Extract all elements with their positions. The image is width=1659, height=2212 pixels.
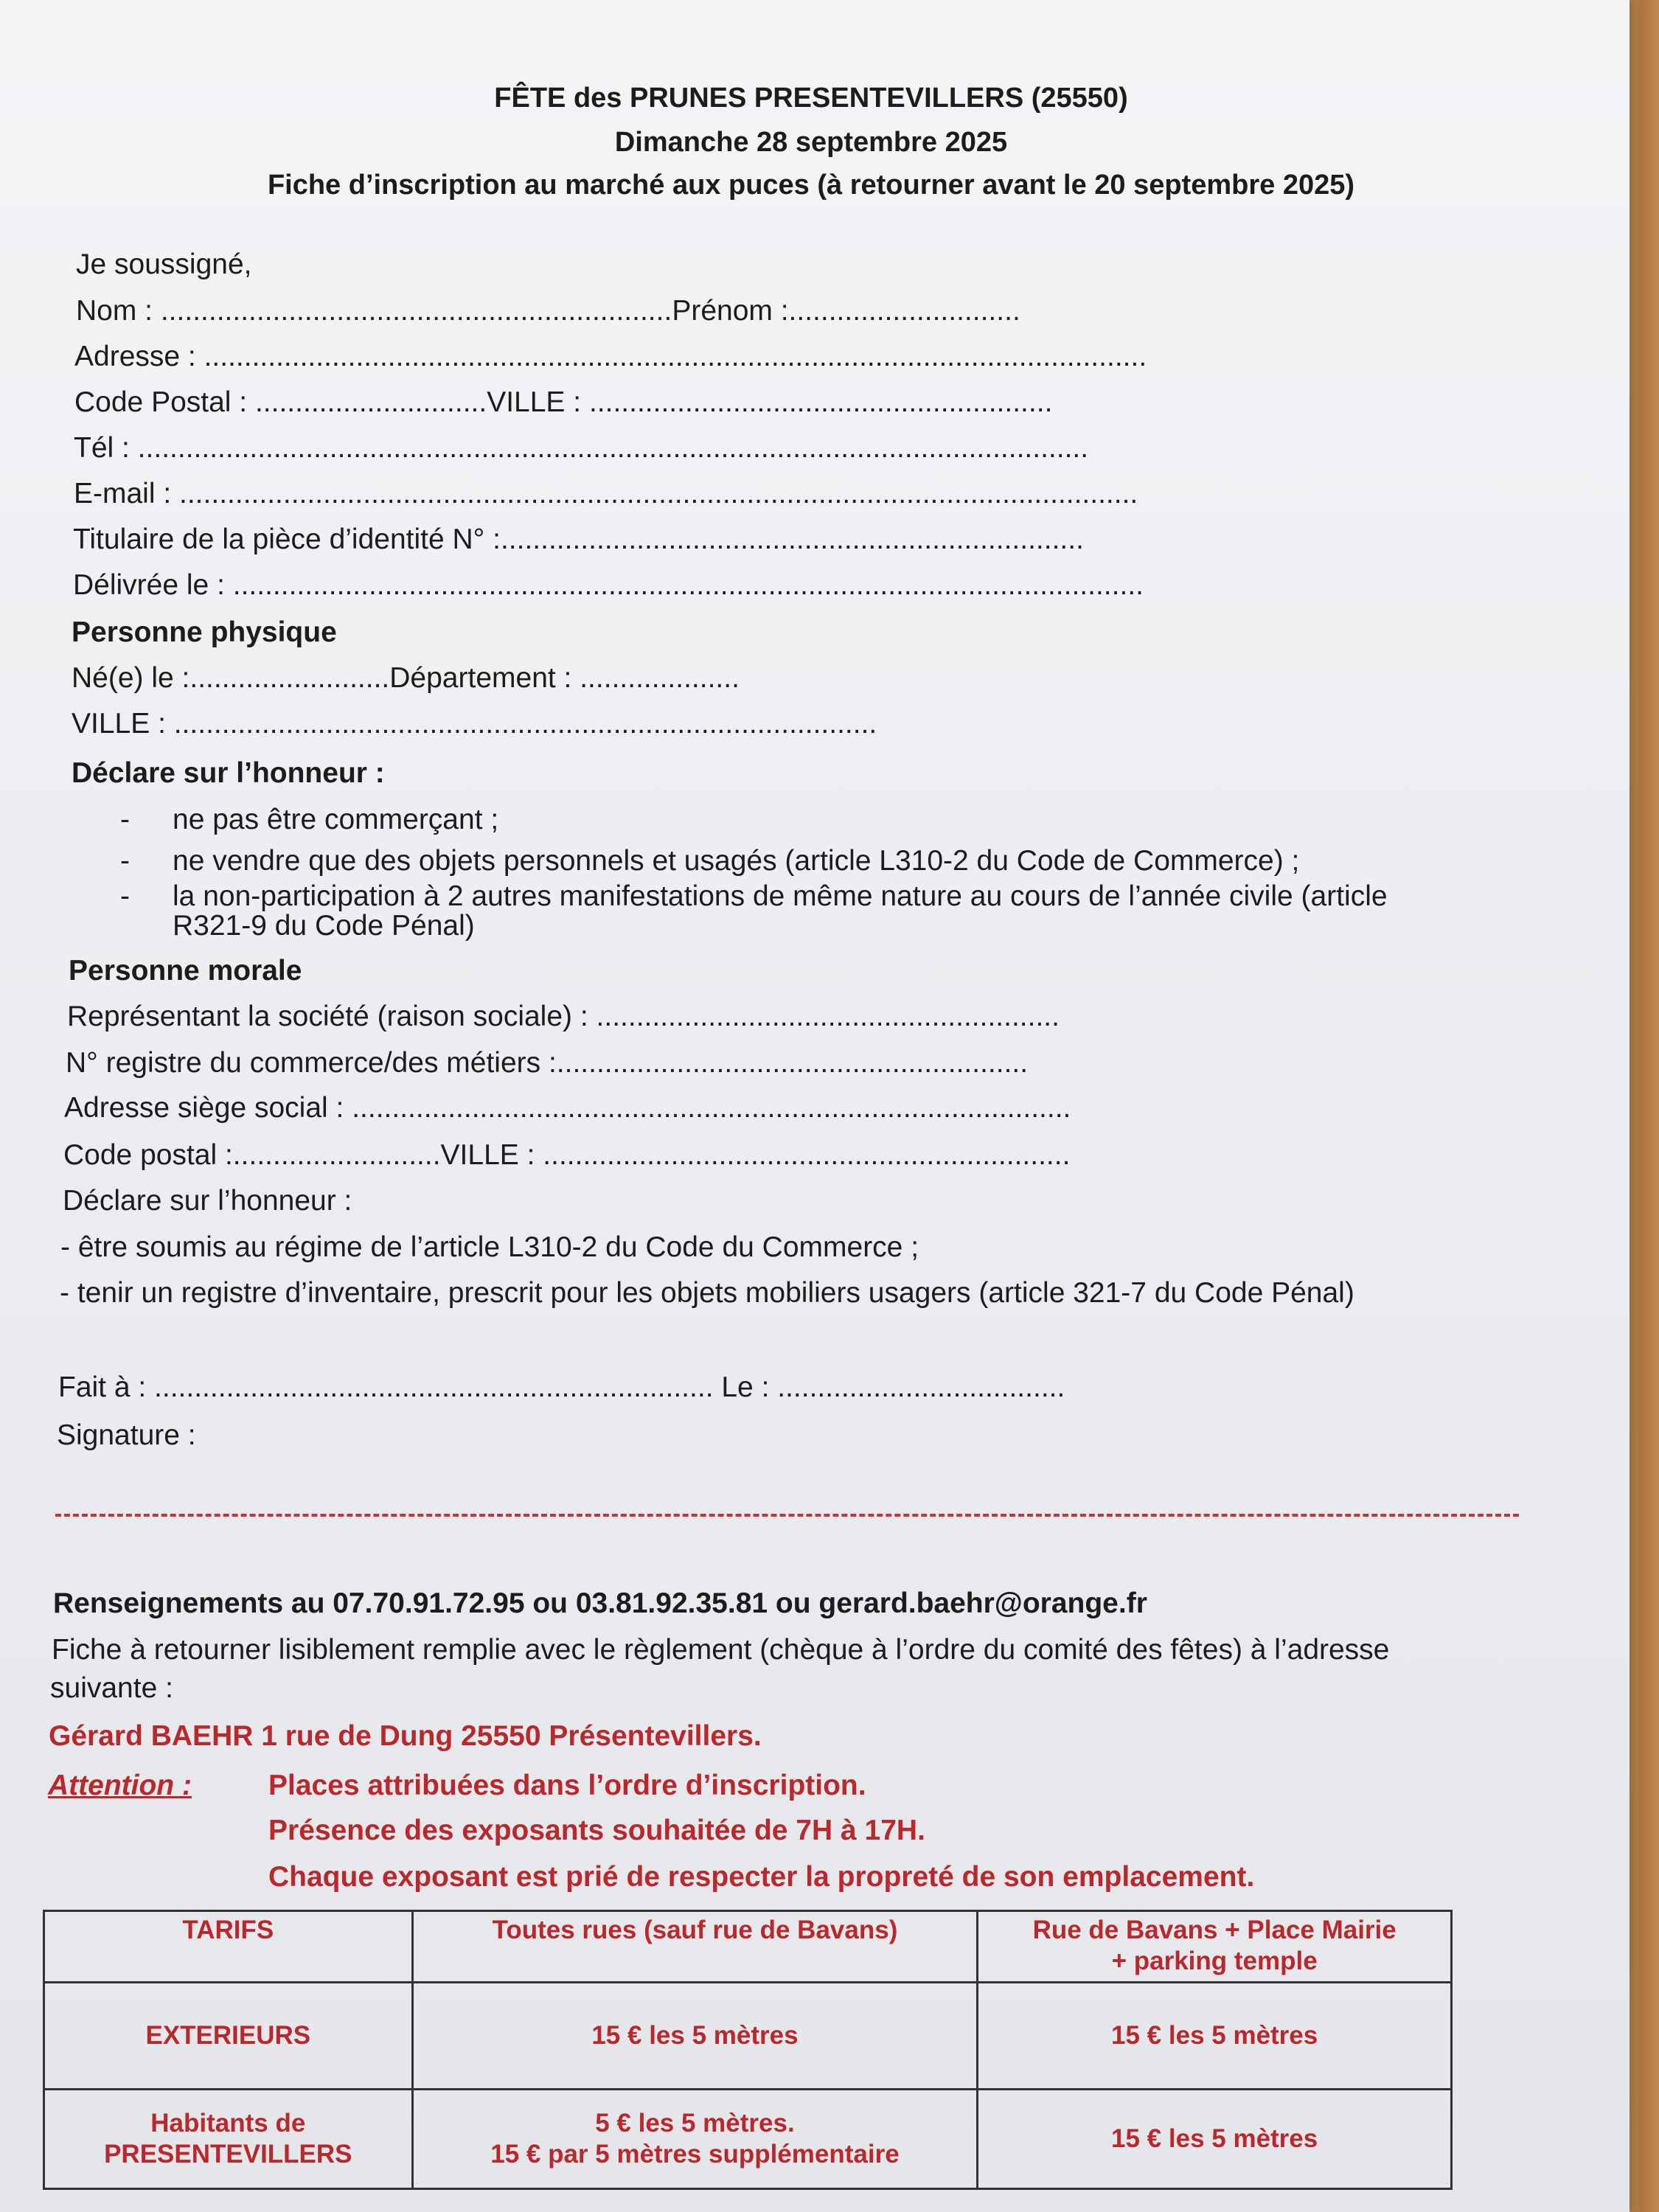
attention-label: Attention : xyxy=(48,1770,192,1801)
personne-physique-heading: Personne physique xyxy=(72,616,337,648)
renseignements: Renseignements au 07.70.91.72.95 ou 03.81.92.35.81 ou gerard.baehr@orange.fr xyxy=(53,1587,1147,1619)
fiche-instructions: Fiche à retourner lisiblement remplie avec le règlement (chèque à l’ordre du comité des fêtes) à l’adresse xyxy=(52,1634,1390,1666)
attention-line-2: Présence des exposants souhaitée de 7H à 17H. xyxy=(268,1815,925,1846)
pm-declaration-1: - être soumis au régime de l’article L310-2 du Code du Commerce ; xyxy=(60,1231,919,1263)
fiche-instructions-continued: suivante : xyxy=(50,1672,173,1704)
siege-field[interactable]: Adresse siège social : .......................................................................................... xyxy=(64,1092,1071,1124)
header-rue-bavans: Rue de Bavans + Place Mairie + parking temple xyxy=(978,1911,1452,1983)
cut-line xyxy=(55,1514,1519,1517)
ville-field[interactable]: VILLE : ........................................................................................ xyxy=(72,708,877,740)
pm-declaration-2: - tenir un registre d’inventaire, prescrit pour les objets mobiliers usagers (article 321-7 du Code Pénal) xyxy=(60,1277,1354,1309)
row-habitants-label: Habitants de PRESENTEVILLERS xyxy=(44,2090,413,2189)
intro-text: Je soussigné, xyxy=(76,248,252,280)
event-date: Dimanche 28 septembre 2025 xyxy=(614,127,1008,158)
registre-field[interactable]: N° registre du commerce/des métiers :........................................................... xyxy=(66,1047,1029,1079)
delivree-field[interactable]: Délivrée le : .................................................................................................................. xyxy=(73,569,1144,601)
naissance-field[interactable]: Né(e) le :.........................Département : .................... xyxy=(72,662,740,694)
nom-field[interactable]: Nom : ................................................................Prénom :............................. xyxy=(76,295,1020,327)
bullet-3: - la non-participation à 2 autres manifestations de même nature au cours de l’année civile (article xyxy=(120,880,1388,912)
societe-field[interactable]: Représentant la société (raison sociale) : .......................................................... xyxy=(67,1001,1060,1032)
declare-pm-heading: Déclare sur l’honneur : xyxy=(63,1185,352,1217)
piece-identite-field[interactable]: Titulaire de la pièce d’identité N° :......................................................................... xyxy=(73,524,1084,555)
fait-a-field[interactable]: Fait à : ...................................................................... Le : .................................... xyxy=(58,1371,1065,1403)
tarifs-table xyxy=(43,1910,1453,2190)
attention-line-3: Chaque exposant est prié de respecter la propreté de son emplacement. xyxy=(268,1861,1255,1893)
bullet-3-continuation: R321-9 du Code Pénal) xyxy=(173,910,475,942)
bullet-1: - ne pas être commerçant ; xyxy=(120,804,499,835)
personne-morale-heading: Personne morale xyxy=(69,955,302,987)
header-tarifs: TARIFS xyxy=(44,1911,413,1983)
table-row xyxy=(44,2090,1452,2189)
tel-field[interactable]: Tél : ....................................................................................................................... xyxy=(74,432,1089,464)
table-row xyxy=(44,1911,1452,1983)
signature-label: Signature : xyxy=(57,1419,196,1451)
header-toutes-rues: Toutes rues (sauf rue de Bavans) xyxy=(412,1911,978,1983)
adresse-field[interactable]: Adresse : ...................................................................................................................... xyxy=(74,341,1147,372)
code-postal-field[interactable]: Code Postal : .............................VILLE : .......................................................... xyxy=(74,386,1053,418)
return-address: Gérard BAEHR 1 rue de Dung 25550 Présentevillers. xyxy=(49,1720,762,1752)
email-field[interactable]: E-mail : ........................................................................................................................ xyxy=(74,478,1138,509)
row-habitants-toutes-rues: 5 € les 5 mètres. 15 € par 5 mètres supplémentaire xyxy=(412,2090,978,2189)
row-exterieurs-label: EXTERIEURS xyxy=(44,1983,413,2090)
row-habitants-bavans: 15 € les 5 mètres xyxy=(978,2090,1452,2189)
row-exterieurs-bavans: 15 € les 5 mètres xyxy=(978,1983,1452,2090)
attention-line-1: Places attribuées dans l’ordre d’inscription. xyxy=(268,1770,866,1801)
event-title: FÊTE des PRUNES PRESENTEVILLERS (25550) xyxy=(494,83,1128,114)
bullet-2: - ne vendre que des objets personnels et usagés (article L310-2 du Code de Commerce) ; xyxy=(120,845,1300,877)
form-subtitle: Fiche d’inscription au marché aux puces (à retourner avant le 20 septembre 2025) xyxy=(267,170,1355,201)
table-row xyxy=(44,1983,1452,2090)
row-exterieurs-toutes-rues: 15 € les 5 mètres xyxy=(412,1983,978,2090)
declare-heading: Déclare sur l’honneur : xyxy=(72,757,385,789)
code-postal-pm-field[interactable]: Code postal :..........................VILLE : .................................................................. xyxy=(63,1139,1071,1171)
